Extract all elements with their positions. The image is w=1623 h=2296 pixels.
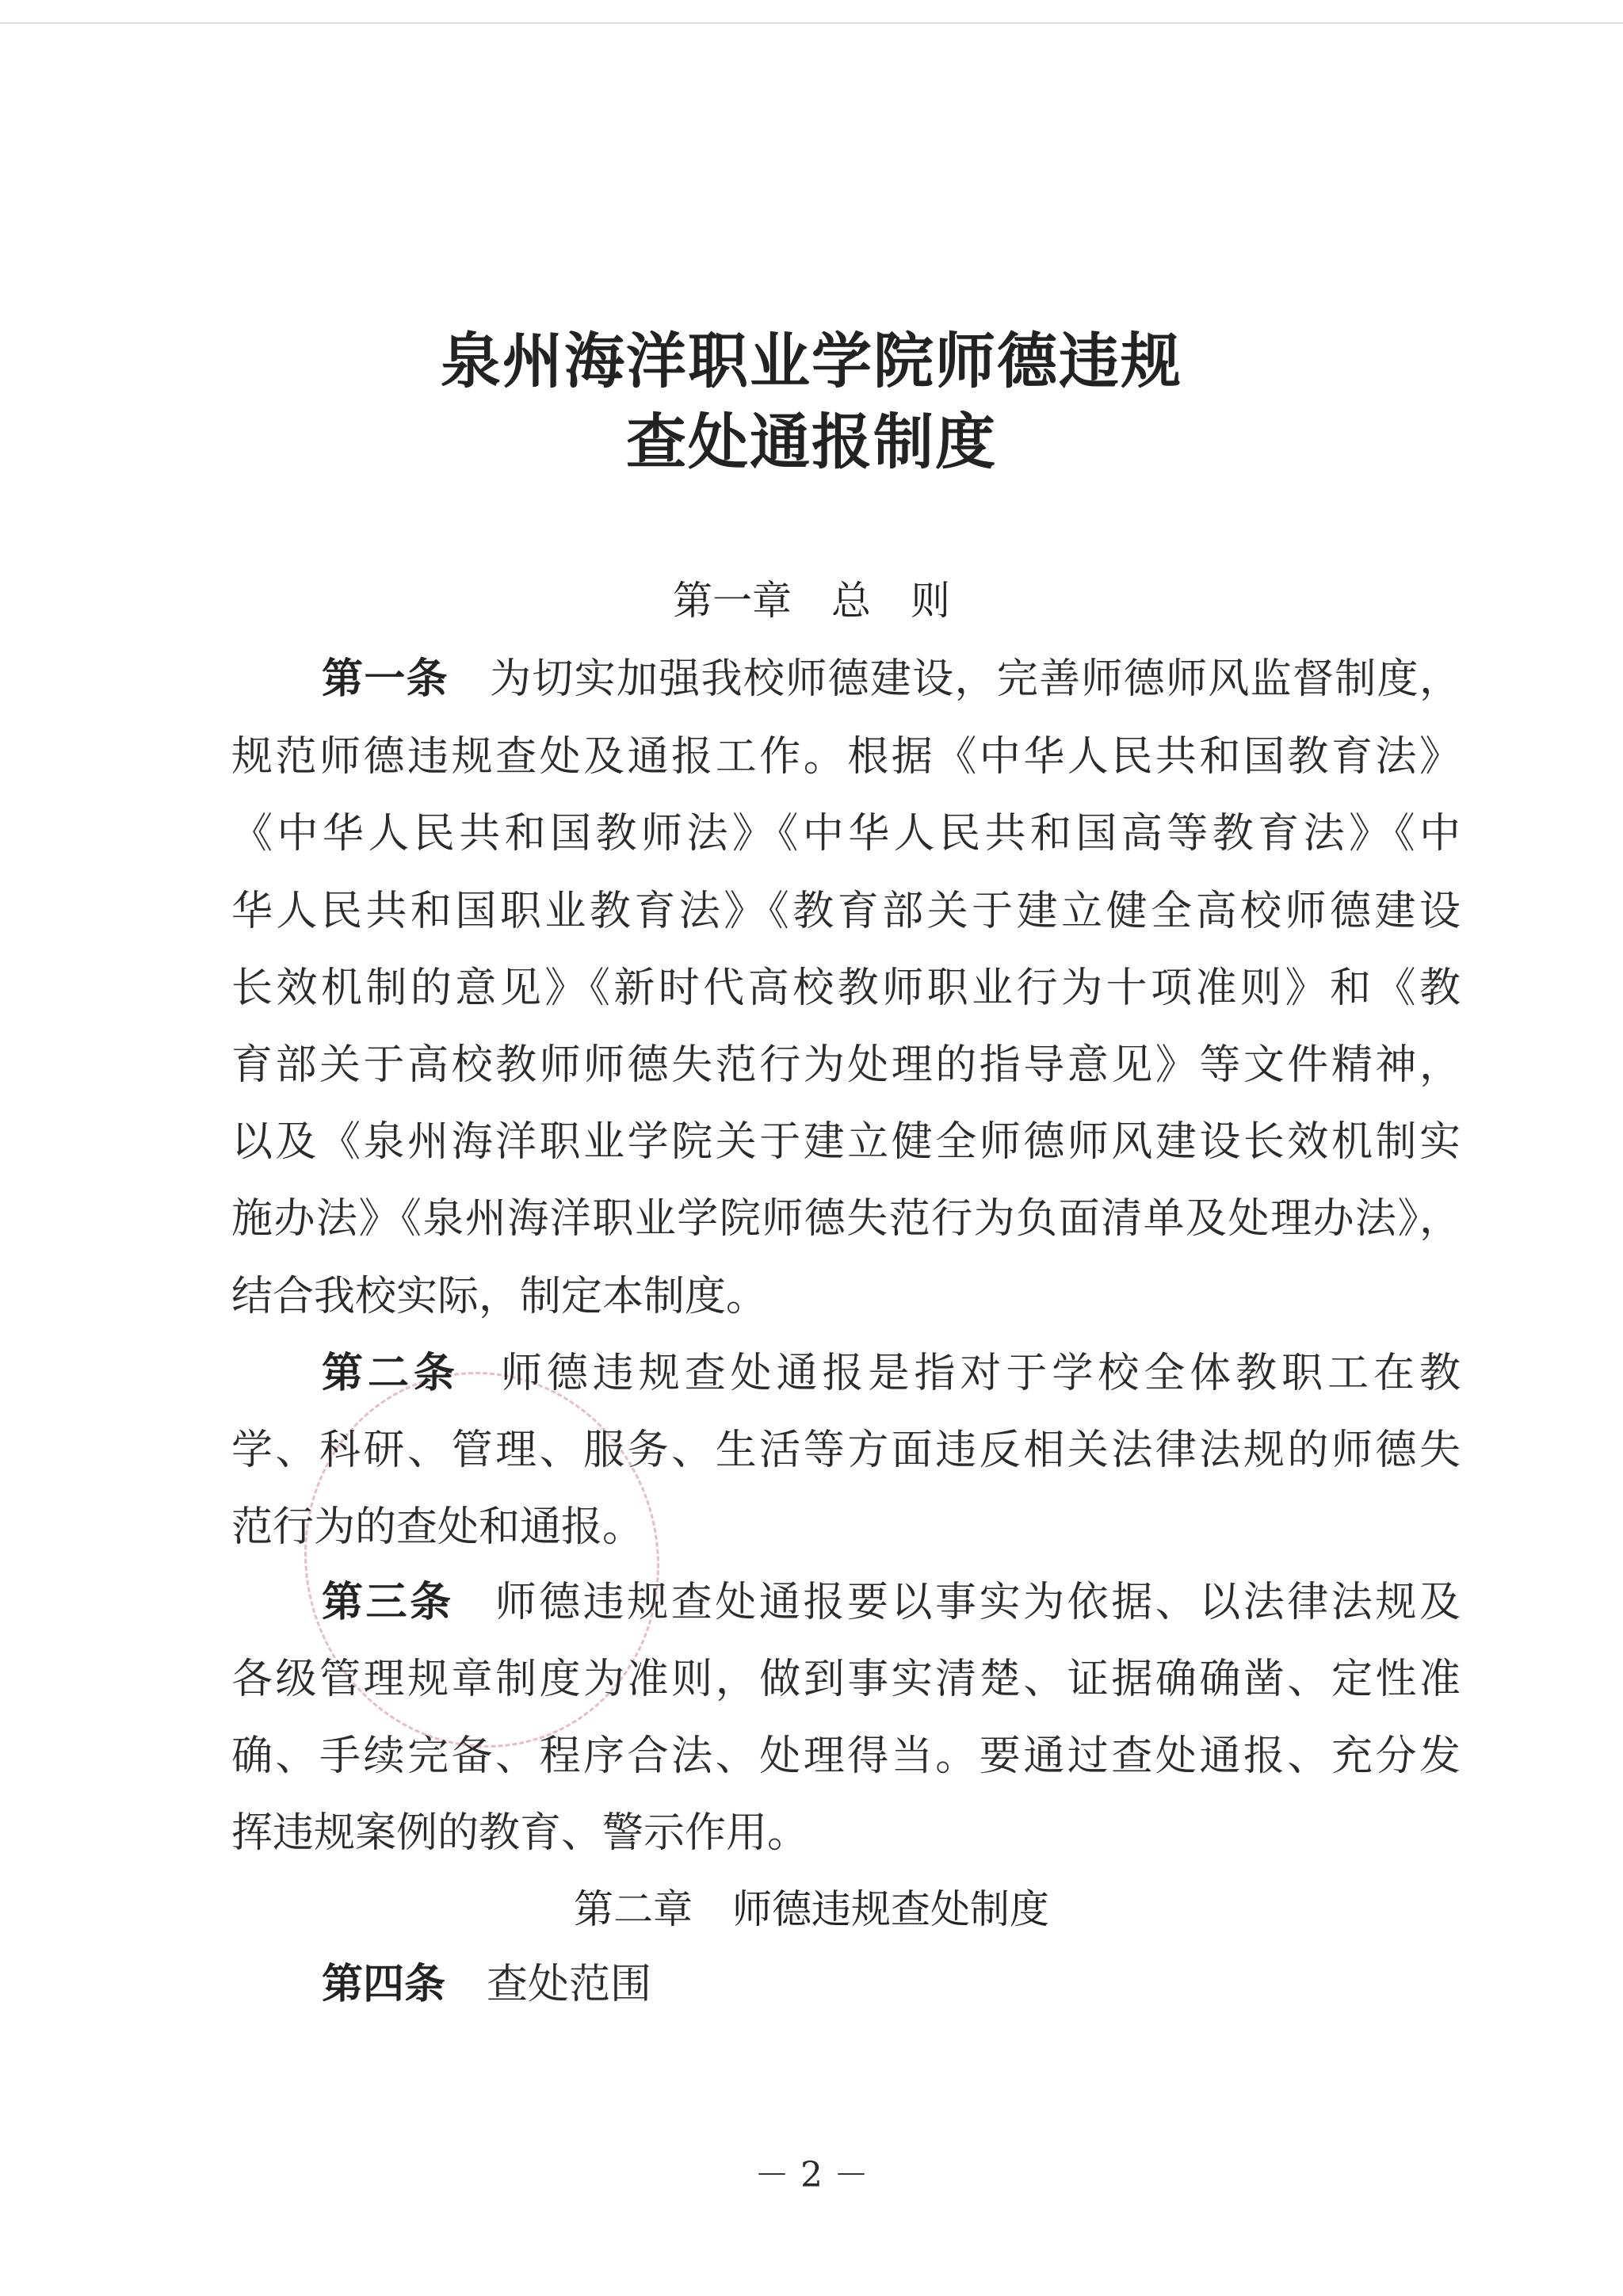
scan-edge xyxy=(0,22,1623,24)
article1-label: 第一条 xyxy=(322,655,449,703)
article1-text: 为切实加强我校师德建设，完善师德师风监督制度， xyxy=(489,655,1461,703)
page-number: － 2 － xyxy=(754,2155,869,2195)
chapter2-heading: 第二章 师德违规查处制度 xyxy=(574,1886,1049,1932)
article1-line: 《中华人民共和国教师法》《中华人民共和国高等教育法》《中 xyxy=(231,810,1461,858)
article4-line xyxy=(322,1961,1461,2008)
article1-line xyxy=(322,655,1461,703)
article3-line xyxy=(322,1579,1461,1626)
article3-label: 第三条 xyxy=(322,1579,454,1626)
article3-line: 各级管理规章制度为准则，做到事实清楚、证据确确凿、定性准 xyxy=(231,1656,1461,1703)
article3-text: 师德违规查处通报要以事实为依据、以法律法规及 xyxy=(495,1579,1461,1626)
article1-line: 以及《泉州海洋职业学院关于建立健全师德师风建设长效机制实 xyxy=(231,1118,1461,1166)
document-title-line1: 泉州海洋职业学院师德违规 xyxy=(441,326,1182,396)
article2-line: 学、科研、管理、服务、生活等方面违反相关法律法规的师德失 xyxy=(231,1427,1461,1474)
article1-line: 育部关于高校教师师德失范行为处理的指导意见》等文件精神， xyxy=(231,1041,1461,1089)
article3-line: 挥违规案例的教育、警示作用。 xyxy=(231,1809,809,1857)
article1-line: 施办法》《泉州海洋职业学院师德失范行为负面清单及处理办法》， xyxy=(231,1195,1461,1243)
article1-line: 结合我校实际，制定本制度。 xyxy=(231,1273,768,1320)
article2-label: 第二条 xyxy=(322,1350,460,1397)
article4-label: 第四条 xyxy=(322,1960,446,2008)
article1-line: 规范师德违规查处及通报工作。根据《中华人民共和国教育法》 xyxy=(231,733,1461,781)
official-seal xyxy=(262,1331,701,1787)
article1-line: 长效机制的意见》《新时代高校教师职业行为十项准则》和《教 xyxy=(231,965,1461,1012)
article2-line: 范行为的查处和通报。 xyxy=(231,1503,644,1551)
chapter1-heading: 第一章 总 则 xyxy=(673,578,950,624)
article2-line xyxy=(322,1350,1461,1397)
article4-text: 查处范围 xyxy=(487,1961,652,2008)
article2-text: 师德违规查处通报是指对于学校全体教职工在教 xyxy=(500,1350,1461,1397)
article1-line: 华人民共和国职业教育法》《教育部关于建立健全高校师德建设 xyxy=(231,888,1461,935)
article3-line: 确、手续完备、程序合法、处理得当。要通过查处通报、充分发 xyxy=(231,1733,1461,1780)
document-title-line2: 查处通报制度 xyxy=(626,407,997,477)
